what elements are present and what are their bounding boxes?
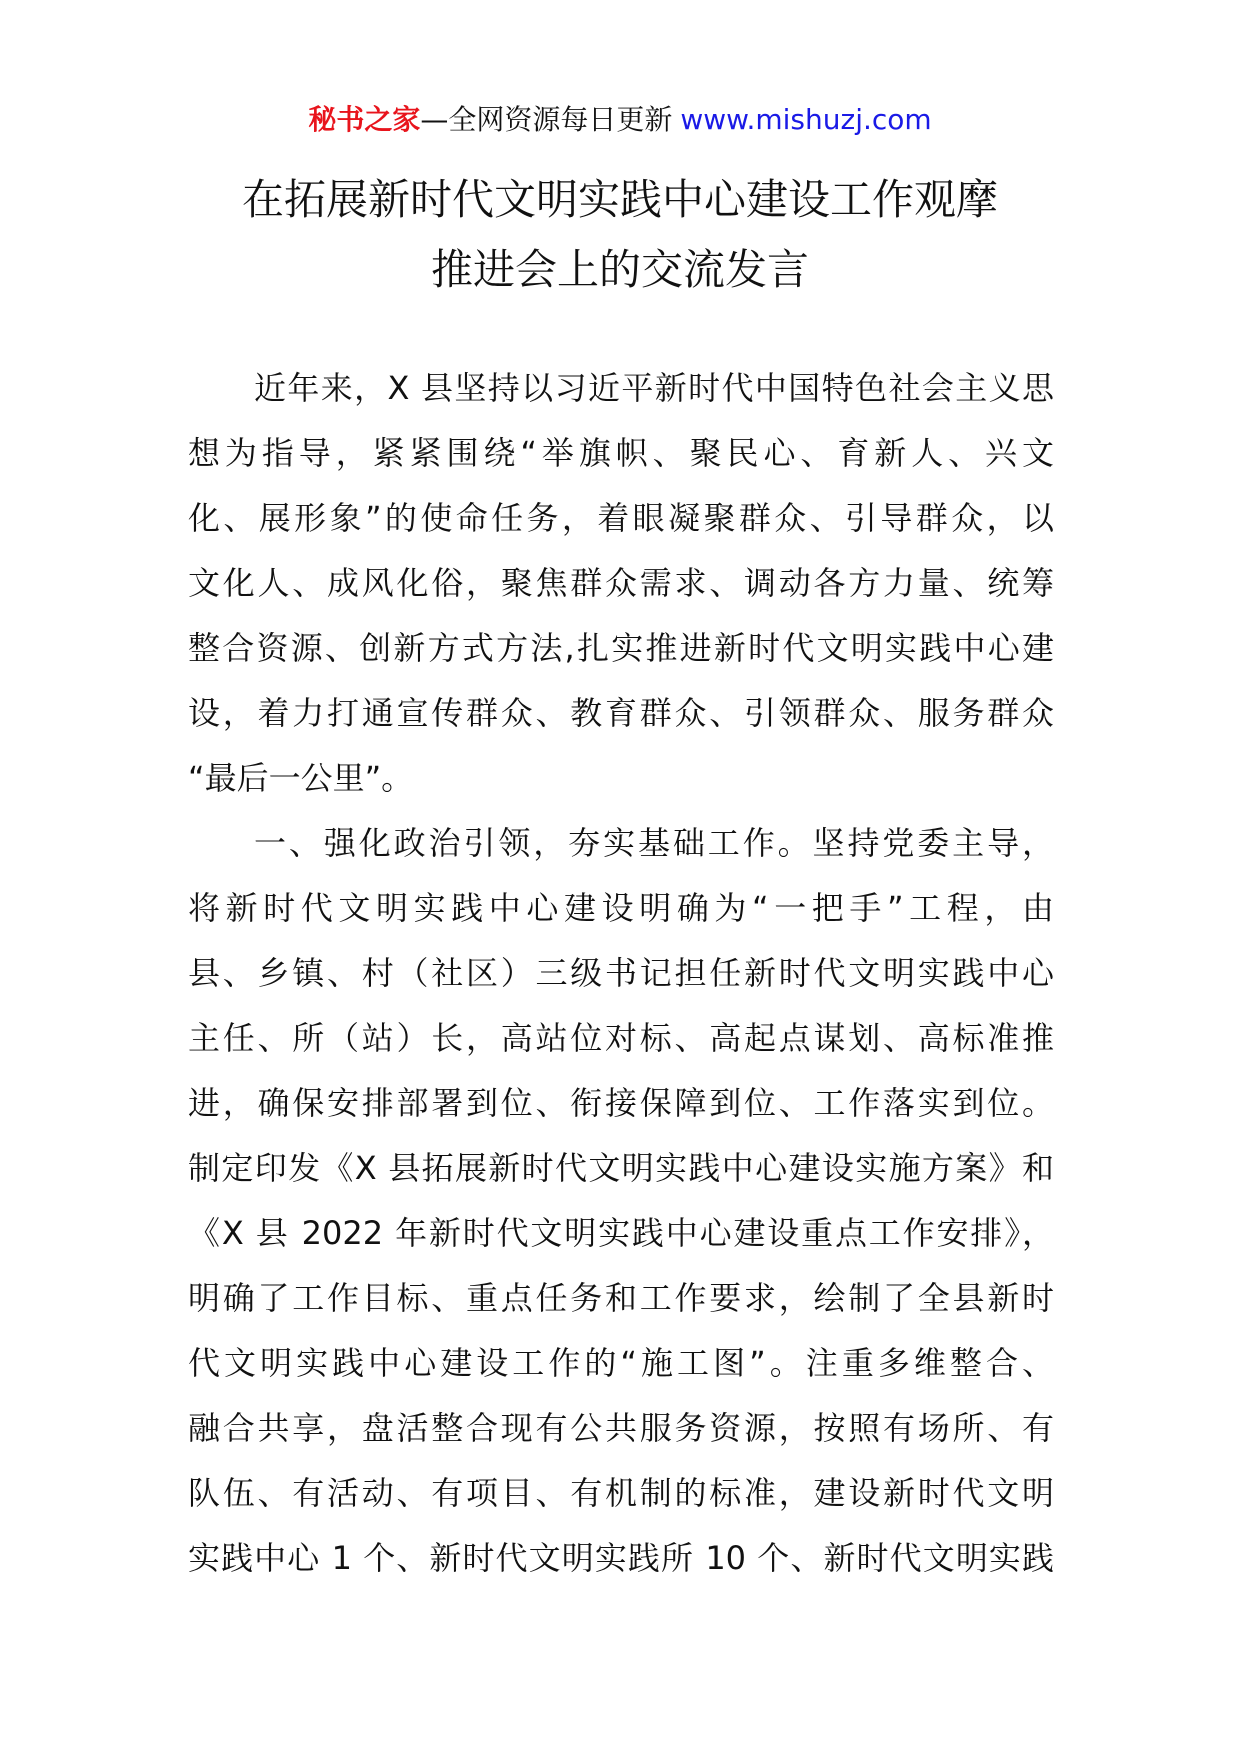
header-slogan: —全网资源每日更新	[420, 103, 673, 136]
title-line: 推进会上的交流发言	[430, 245, 809, 294]
text-line: 化、展形象”的使命任务，着眼凝聚群众、引导群众，以	[188, 499, 1054, 537]
text-line: 近年来，X 县坚持以习近平新时代中国特色社会主义思	[254, 369, 1054, 407]
text-line: “最后一公里”。	[188, 759, 414, 797]
document-body	[188, 356, 1054, 1591]
text-line: 明确了工作目标、重点任务和工作要求，绘制了全县新时	[188, 1279, 1054, 1317]
text-line: 文化人、成风化俗，聚焦群众需求、调动各方力量、统筹	[188, 564, 1054, 602]
text-line: 想为指导，紧紧围绕“举旗帜、聚民心、育新人、兴文	[188, 434, 1054, 472]
text-line: 《X 县 2022 年新时代文明实践中心建设重点工作安排》，	[188, 1214, 1054, 1252]
text-line: 一、强化政治引领，夯实基础工作。坚持党委主导，	[254, 824, 1054, 862]
text-line: 县、乡镇、村（社区）三级书记担任新时代文明实践中心	[188, 954, 1054, 992]
site-header	[0, 100, 1240, 140]
text-line: 进，确保安排部署到位、衔接保障到位、工作落实到位。	[188, 1084, 1054, 1122]
text-line: 实践中心 1 个、新时代文明实践所 10 个、新时代文明实践	[188, 1539, 1054, 1577]
text-line: 设，着力打通宣传群众、教育群众、引领群众、服务群众	[188, 694, 1054, 732]
text-line: 队伍、有活动、有项目、有机制的标准，建设新时代文明	[188, 1474, 1054, 1512]
paragraph-section-one	[188, 811, 1054, 1591]
text-line: 整合资源、创新方式方法,扎实推进新时代文明实践中心建	[188, 629, 1054, 667]
text-line: 将新时代文明实践中心建设明确为“一把手”工程，由	[188, 889, 1054, 927]
brand-name: 秘书之家	[308, 103, 421, 136]
document-title	[120, 165, 1120, 305]
text-line: 制定印发《X 县拓展新时代文明实践中心建设实施方案》和	[188, 1149, 1054, 1187]
text-line: 代文明实践中心建设工作的“施工图”。注重多维整合、	[188, 1344, 1054, 1382]
site-url-link[interactable]: www.mishuzj.com	[680, 103, 932, 136]
paragraph-intro	[188, 356, 1054, 811]
title-line: 在拓展新时代文明实践中心建设工作观摩	[241, 175, 998, 224]
text-line: 主任、所（站）长，高站位对标、高起点谋划、高标准推	[188, 1019, 1054, 1057]
text-line: 融合共享，盘活整合现有公共服务资源，按照有场所、有	[188, 1409, 1054, 1447]
